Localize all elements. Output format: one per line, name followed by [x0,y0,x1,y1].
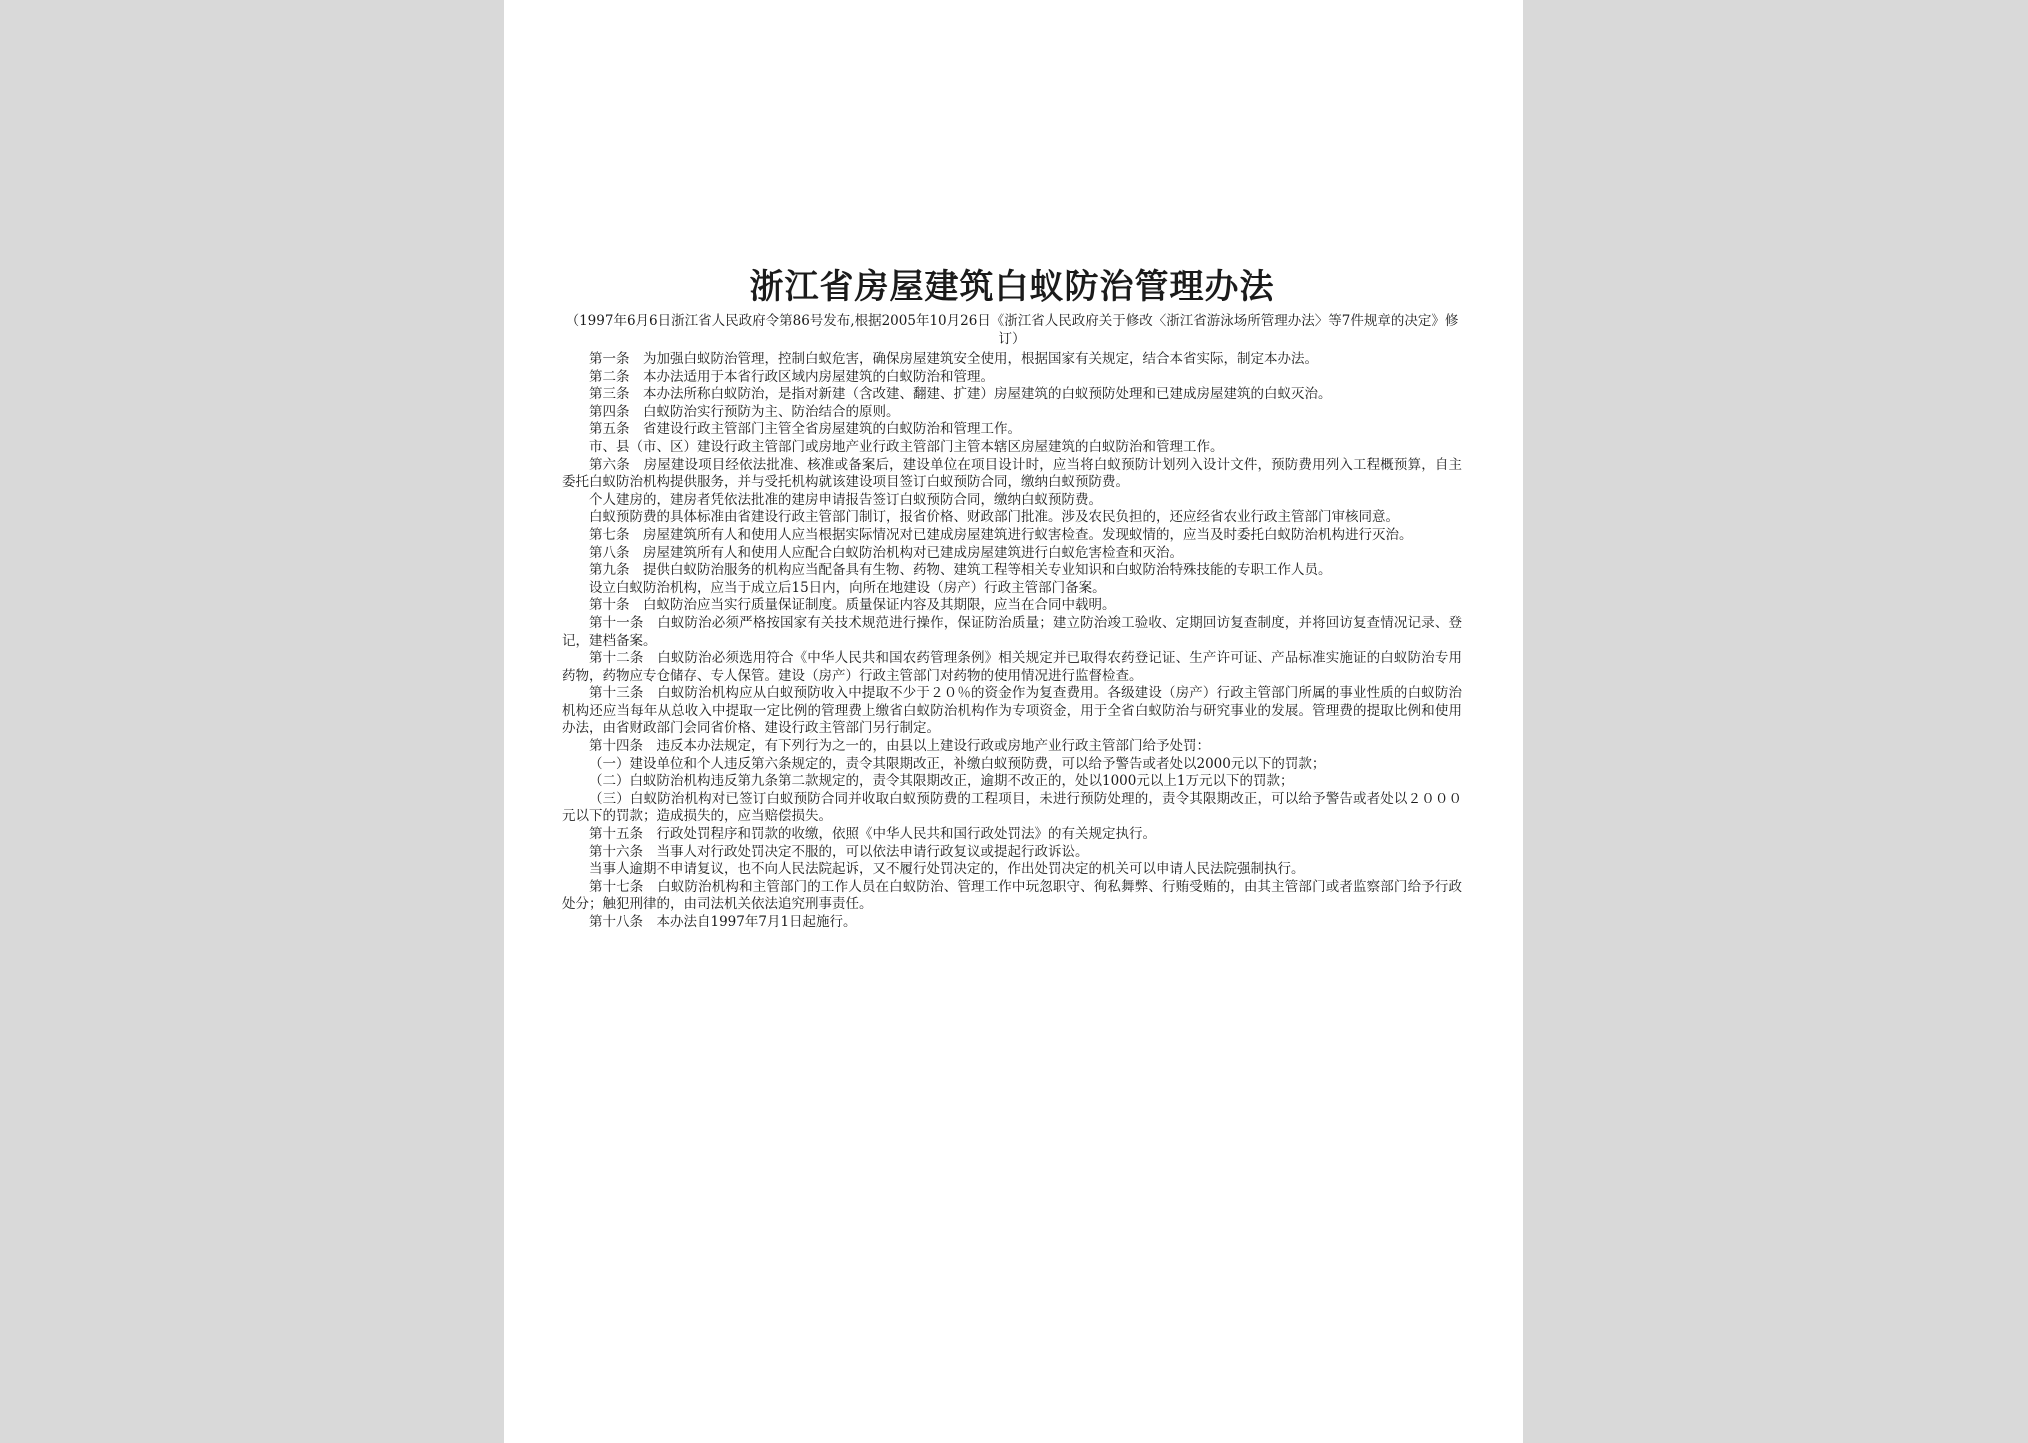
article-14-item-2: （二）白蚁防治机构违反第九条第二款规定的，责令其限期改正，逾期不改正的，处以1000元以上1万元以下的罚款； [589,773,1294,790]
document-title: 浙江省房屋建筑白蚁防治管理办法 [749,267,1275,307]
article-10: 第十条 白蚁防治应当实行质量保证制度。质量保证内容及其期限，应当在合同中载明。 [589,597,1116,614]
article-2: 第二条 本办法适用于本省行政区域内房屋建筑的白蚁防治和管理。 [589,368,994,385]
article-17: 第十七条 白蚁防治机构和主管部门的工作人员在白蚁防治、管理工作中玩忽职守、徇私舞弊、行贿受贿的，由其主管部门或者监察部门给予行政处分；触犯刑律的，由司法机关依法追究刑事责任。 [562,878,1462,913]
document-body [562,351,1462,932]
article-9-para-2: 设立白蚁防治机构，应当于成立后15日内，向所在地建设（房产）行政主管部门备案。 [589,579,1106,596]
article-9: 第九条 提供白蚁防治服务的机构应当配备具有生物、药物、建筑工程等相关专业知识和白蚁防治特殊技能的专职工作人员。 [589,562,1332,579]
article-5: 第五条 省建设行政主管部门主管全省房屋建筑的白蚁防治和管理工作。 [589,421,1021,438]
article-6-para-2: 个人建房的，建房者凭依法批准的建房申请报告签订白蚁预防合同，缴纳白蚁预防费。 [589,491,1102,508]
document-subtitle: （1997年6月6日浙江省人民政府令第86号发布,根据2005年10月26日《浙江省人民政府关于修改〈浙江省游泳场所管理办法〉等7件规章的决定》修订） [565,313,1459,347]
article-7: 第七条 房屋建筑所有人和使用人应当根据实际情况对已建成房屋建筑进行蚁害检查。发现蚁情的，应当及时委托白蚁防治机构进行灭治。 [589,526,1413,543]
article-6: 第六条 房屋建设项目经依法批准、核准或备案后，建设单位在项目设计时，应当将白蚁预防计划列入设计文件，预防费用列入工程概预算，自主委托白蚁防治机构提供服务，并与受托机构就该建设项目签订白蚁预防合同，缴纳白蚁预防费。 [562,456,1462,491]
document-page [504,0,1523,1443]
article-8: 第八条 房屋建筑所有人和使用人应配合白蚁防治机构对已建成房屋建筑进行白蚁危害检查和灭治。 [589,544,1183,561]
article-13: 第十三条 白蚁防治机构应从白蚁预防收入中提取不少于２０％的资金作为复查费用。各级建设（房产）行政主管部门所属的事业性质的白蚁防治机构还应当每年从总收入中提取一定比例的管理费上缴省白蚁防治机构作为专项资金，用于全省白蚁防治与研究事业的发展。管理费的提取比例和使用办法，由省财政部门会同省价格、建设行政主管部门另行制定。 [562,685,1462,737]
article-12: 第十二条 白蚁防治必须选用符合《中华人民共和国农药管理条例》相关规定并已取得农药登记证、生产许可证、产品标准实施证的白蚁防治专用药物，药物应专仓储存、专人保管。建设（房产）行政主管部门对药物的使用情况进行监督检查。 [562,650,1462,684]
article-14-item-3: （三）白蚁防治机构对已签订白蚁预防合同并收取白蚁预防费的工程项目，未进行预防处理的，责令其限期改正，可以给予警告或者处以２０００元以下的罚款；造成损失的，应当赔偿损失。 [562,790,1462,825]
article-14-item-1: （一）建设单位和个人违反第六条规定的，责令其限期改正，补缴白蚁预防费，可以给予警告或者处以2000元以下的罚款； [589,755,1326,772]
article-4: 第四条 白蚁防治实行预防为主、防治结合的原则。 [589,403,900,420]
article-16-para-2: 当事人逾期不申请复议，也不向人民法院起诉，又不履行处罚决定的，作出处罚决定的机关可以申请人民法院强制执行。 [589,861,1305,878]
article-3: 第三条 本办法所称白蚁防治，是指对新建（含改建、翻建、扩建）房屋建筑的白蚁预防处理和已建成房屋建筑的白蚁灭治。 [589,386,1332,403]
article-16: 第十六条 当事人对行政处罚决定不服的，可以依法申请行政复议或提起行政诉讼。 [589,843,1089,860]
article-18: 第十八条 本办法自1997年7月1日起施行。 [589,914,857,930]
article-5-para-2: 市、县（市、区）建设行政主管部门或房地产业行政主管部门主管本辖区房屋建筑的白蚁防治和管理工作。 [589,438,1224,455]
article-6-para-3: 白蚁预防费的具体标准由省建设行政主管部门制订，报省价格、财政部门批准。涉及农民负担的，还应经省农业行政主管部门审核同意。 [589,509,1399,526]
article-11: 第十一条 白蚁防治必须严格按国家有关技术规范进行操作，保证防治质量；建立防治竣工验收、定期回访复查制度，并将回访复查情况记录、登记，建档备案。 [562,614,1462,649]
article-15: 第十五条 行政处罚程序和罚款的收缴，依照《中华人民共和国行政处罚法》的有关规定执行。 [589,826,1156,843]
document-content [562,266,1462,932]
article-1: 第一条 为加强白蚁防治管理，控制白蚁危害，确保房屋建筑安全使用，根据国家有关规定，结合本省实际，制定本办法。 [589,351,1318,367]
article-14: 第十四条 违反本办法规定，有下列行为之一的，由县以上建设行政或房地产业行政主管部门给予处罚： [589,738,1210,755]
